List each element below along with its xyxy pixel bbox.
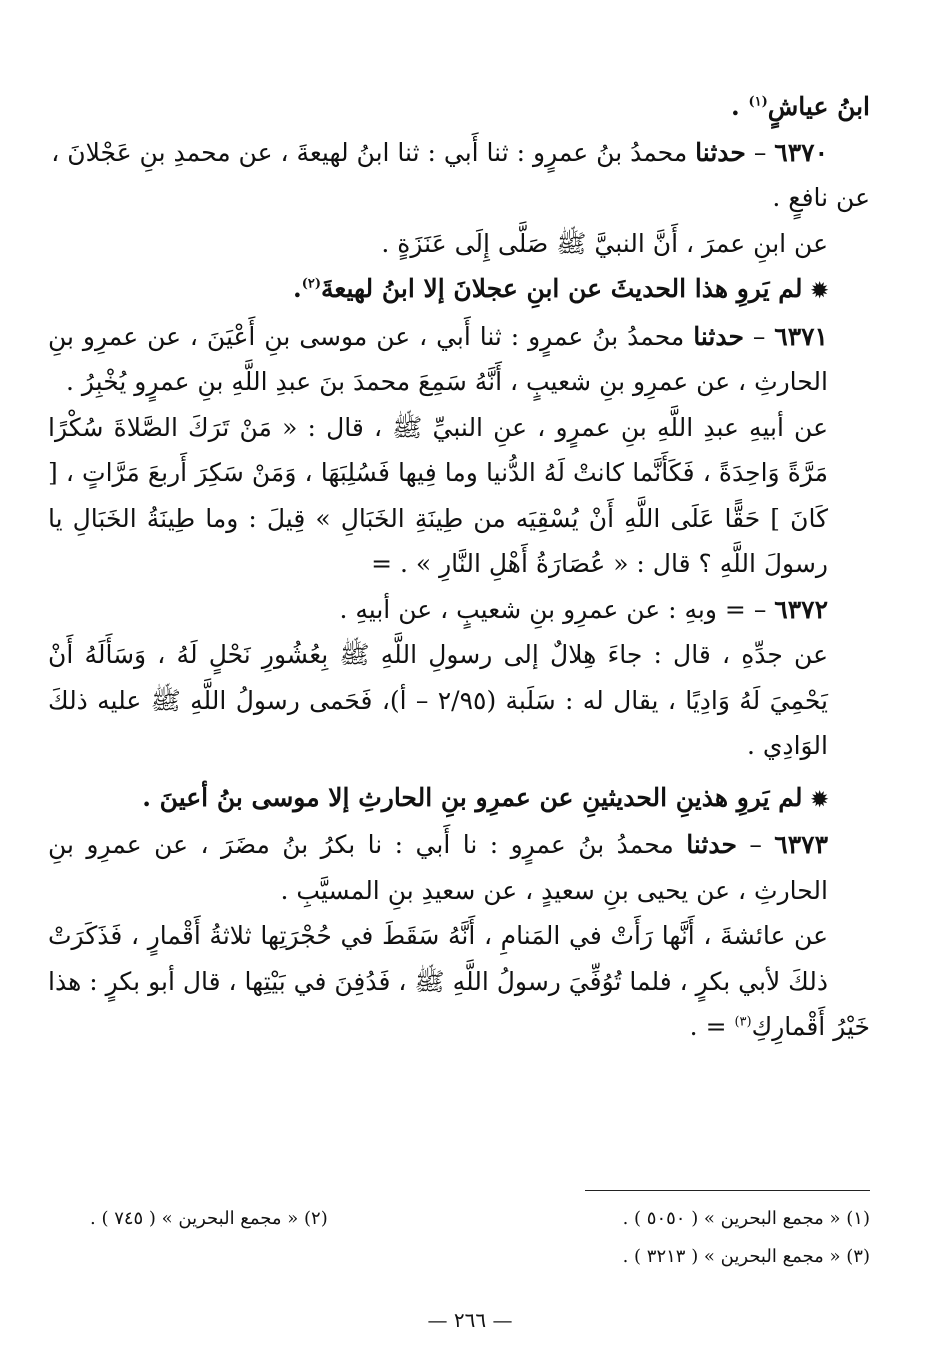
hadith-chain: محمدُ بنُ عمرٍو : نا أَبي : نا بكرُ بنُ مضَرَ ، عن عمرِو بنِ الحارثِ ، عن يحيى بنِ سعيدٍ ، عن سعيدِ بنِ المسيَّبِ . — [48, 830, 828, 905]
note-2 — [48, 775, 870, 823]
narrator-name: ابنُ عياشٍ — [767, 92, 870, 121]
hadith-dash: – = — [724, 594, 767, 624]
hadith-6373-isnad: ٦٣٧٣ – حدثنا محمدُ بنُ عمرٍو : نا أَبي : نا بكرُ بنُ مضَرَ ، عن عمرِو بنِ الحارثِ ، عن يحيى بنِ سعيدٍ ، عن سعيدِ بنِ المسيَّبِ . — [48, 830, 828, 905]
note-1: ✹ لم يَروِ هذا الحديثَ عن ابنِ عجلانَ إلا ابنُ لهيعةَ$^{(٢)}$. — [293, 274, 828, 303]
hadith-6373-last-line — [48, 1004, 870, 1050]
main-text — [48, 84, 870, 1050]
footnote-divider — [585, 1190, 870, 1191]
footnote-3: (٣) « مجمع البحرين » ( ٣٢١٣ ) . — [622, 1246, 870, 1267]
hadith-intro: حدثنا — [695, 137, 746, 167]
hadith-6372-isnad — [48, 587, 870, 633]
footnotes — [90, 1200, 870, 1276]
hadith-6372-matn: عن جدِّهِ ، قال : جاءَ هِلالٌ إلى رسولِ اللَّهِ ﷺ بِعُشُورِ نَحْلٍ لَهُ ، وَسَأَلَهُ أَنْ يَحْمِيَ لَهُ وَادِيًا ، يقال له : سَلَبة (٢/٩٥ – أ)، فَحَمى رسولُ اللَّهِ ﷺ عليه ذلكَ الوَادِي . — [48, 640, 828, 760]
footnote-ref-1: (١) — [748, 94, 768, 110]
hadith-6370-chain-end: عن نافعٍ . — [772, 183, 870, 212]
footnote-row — [90, 1200, 870, 1238]
last-words: خَيْرُ أَقْمارِكِ — [751, 1012, 870, 1041]
hadith-6371-isnad: ٦٣٧١ – حدثنا محمدُ بنُ عمرٍو : ثنا أَبي ، عن موسى بنِ أَعْيَنَ ، عن عمرِو بنِ الحارثِ ، عن عمرِو بنِ شعيبٍ ، أَنَّهُ سَمِعَ محمدَ بنَ عبدِ اللَّهِ بنِ عمرٍو يُخْبِرُ . — [48, 321, 828, 396]
note-text: لم يَروِ هذا الحديثَ عن ابنِ عجلانَ إلا ابنُ لهيعةَ — [321, 274, 803, 303]
hadith-chain: محمدُ بنُ عمرٍو : ثنا أَبي : ثنا ابنُ لهيعةَ ، عن محمدِ بنِ عَجْلانَ ، — [51, 137, 688, 167]
hadith-number: ٦٣٧١ — [774, 321, 828, 351]
hadith-number: ٦٣٧٣ — [774, 830, 828, 859]
continuation-mark: = . — [689, 1012, 727, 1041]
page-number: — ٢٦٦ — — [427, 1308, 513, 1332]
hadith-chain: وبهِ : عن عمرِو بنِ شعيبٍ ، عن أبيهِ . — [339, 594, 717, 624]
hadith-number: ٦٣٧٢ — [774, 594, 828, 624]
hadith-6371-matn: عن أبيهِ عبدِ اللَّهِ بنِ عمرٍو ، عنِ النبيِّ ﷺ ، قال : « مَنْ تَرَكَ الصَّلاةَ سُكْرًا مَرَّةً وَاحِدَةً ، فَكَأَنَّما كانتْ لَهُ الدُّنيا وما فِيها فَسُلِبَهَا ، وَمَنْ سَكِرَ أَربعَ مَرَّاتٍ ، [ كَانَ ] حَقًّا عَلَى اللَّهِ أَنْ يُسْقِيَه من طِينَةِ الخَبَالِ » قِيلَ : وما طِينَةُ الخَبَالِ يا رسولَ اللَّهِ ؟ قال : « عُصَارَةُ أَهْلِ النَّارِ » . = — [48, 412, 828, 578]
hadith-number: ٦٣٧٠ — [774, 137, 828, 167]
line-ibn-ayyash: ابنُ عياشٍ$^{(١)}$ . — [731, 92, 870, 121]
footnote-2: (٢) « مجمع البحرين » ( ٧٤٥ ) . — [90, 1208, 328, 1229]
hadith-intro: حدثنا — [693, 321, 744, 351]
star-icon: ✹ — [811, 786, 828, 811]
footnote-row — [90, 1238, 870, 1276]
note-text: لم يَروِ هذينِ الحديثينِ عن عمرِو بنِ الحارثِ إلا موسى بنُ أعينَ . — [142, 782, 803, 812]
footnote-ref-2: (٢) — [301, 276, 322, 292]
hadith-chain: محمدُ بنُ عمرٍو : ثنا أَبي ، عن موسى بنِ أَعْيَنَ ، عن عمرِو بنِ الحارثِ ، عن عمرِو بنِ شعيبٍ ، أَنَّهُ سَمِعَ محمدَ بنَ عبدِ اللَّهِ بنِ عمرٍو يُخْبِرُ . — [48, 321, 828, 396]
star-icon: ✹ — [811, 278, 828, 302]
hadith-6373-matn: عن عائشةَ ، أَنَّها رَأَتْ في المَنامِ ، أَنَّهُ سَقَطَ في حُجْرَتِها ثلاثةُ أَقْمارٍ ، فَذَكَرَتْ ذلكَ لأبي بكرٍ ، فلما تُوُفِّيَ رسولُ اللَّهِ ﷺ ، فَدُفِنَ في بَيْتِها ، قال أبو بكرٍ : هذا — [48, 921, 828, 996]
footnote-1: (١) « مجمع البحرين » ( ٥٠٥٠ ) . — [622, 1208, 870, 1229]
hadith-6370-isnad: ٦٣٧٠ – حدثنا محمدُ بنُ عمرٍو : ثنا أَبي : ثنا ابنُ لهيعةَ ، عن محمدِ بنِ عَجْلانَ ، — [51, 137, 828, 167]
footnote-ref-3: (٣) — [734, 1014, 752, 1030]
hadith-6370-matn: عن ابنِ عمرَ ، أَنَّ النبيَّ ﷺ صَلَّى إِلَى عَنَزَةٍ . — [381, 228, 828, 258]
hadith-intro: حدثنا — [686, 830, 737, 859]
